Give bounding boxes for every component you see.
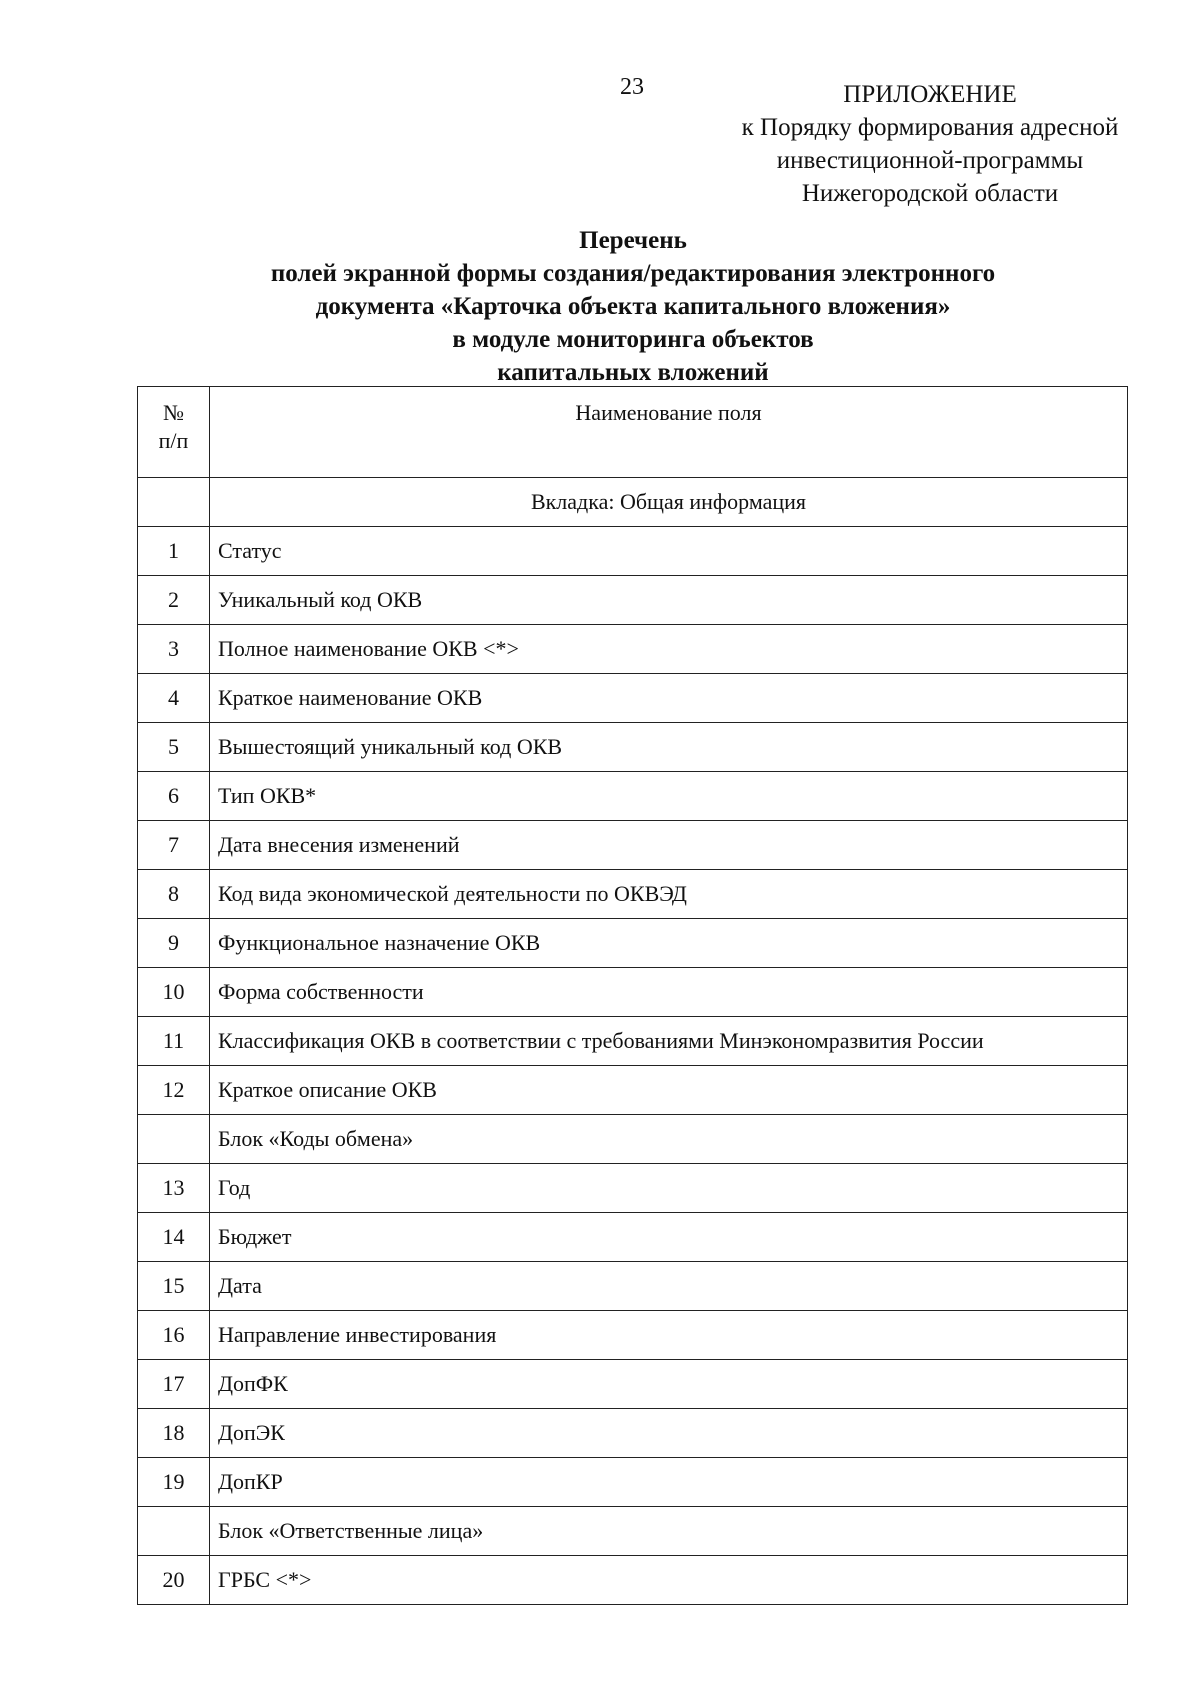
appendix-block	[680, 78, 1180, 210]
row-number: 2	[138, 576, 210, 625]
table-row	[138, 723, 1128, 772]
row-number	[138, 1507, 210, 1556]
row-number: 8	[138, 870, 210, 919]
row-number: 11	[138, 1017, 210, 1066]
table-row	[138, 1262, 1128, 1311]
row-field-name: Год	[210, 1164, 1128, 1213]
table-row	[138, 1066, 1128, 1115]
page-number: 23	[620, 74, 644, 100]
table-row	[138, 674, 1128, 723]
row-field-name: Дата	[210, 1262, 1128, 1311]
block-section-row	[138, 1507, 1128, 1556]
row-field-name: Дата внесения изменений	[210, 821, 1128, 870]
table-row	[138, 919, 1128, 968]
row-number: 15	[138, 1262, 210, 1311]
table-row	[138, 870, 1128, 919]
table-row	[138, 1556, 1128, 1605]
row-number: 16	[138, 1311, 210, 1360]
row-number: 10	[138, 968, 210, 1017]
row-field-name: Блок «Коды обмена»	[210, 1115, 1128, 1164]
appendix-heading: ПРИЛОЖЕНИЕ	[843, 81, 1017, 108]
tab-section-row	[138, 478, 1128, 527]
header-number-abbr: п/п	[158, 428, 189, 453]
fields-table	[137, 386, 1128, 1605]
document-title	[138, 224, 1128, 389]
row-number: 19	[138, 1458, 210, 1507]
header-number	[138, 387, 210, 478]
row-number: 1	[138, 527, 210, 576]
row-field-name: Вкладка: Общая информация	[210, 478, 1128, 527]
table-header-row	[138, 387, 1128, 478]
table-row	[138, 1409, 1128, 1458]
table-row	[138, 1360, 1128, 1409]
table-row	[138, 1458, 1128, 1507]
table-row	[138, 1017, 1128, 1066]
row-number: 12	[138, 1066, 210, 1115]
row-number: 4	[138, 674, 210, 723]
appendix-line: инвестиционной-программы	[776, 147, 1084, 174]
table-row	[138, 625, 1128, 674]
row-number: 5	[138, 723, 210, 772]
block-section-row	[138, 1115, 1128, 1164]
row-field-name: Полное наименование ОКВ <*>	[210, 625, 1128, 674]
table-body	[138, 478, 1128, 1605]
row-field-name: ДопКР	[210, 1458, 1128, 1507]
row-field-name: Классификация ОКВ в соответствии с требованиями Минэкономразвития России	[210, 1017, 1128, 1066]
row-field-name: Уникальный код ОКВ	[210, 576, 1128, 625]
appendix-line: к Порядку формирования адресной	[741, 114, 1119, 141]
row-field-name: Краткое наименование ОКВ	[210, 674, 1128, 723]
row-number: 20	[138, 1556, 210, 1605]
row-number: 9	[138, 919, 210, 968]
row-number: 13	[138, 1164, 210, 1213]
table-row	[138, 772, 1128, 821]
title-line: в модуле мониторинга объектов	[452, 326, 814, 353]
row-number: 7	[138, 821, 210, 870]
table-row	[138, 527, 1128, 576]
row-number: 17	[138, 1360, 210, 1409]
row-number: 3	[138, 625, 210, 674]
row-field-name: ДопЭК	[210, 1409, 1128, 1458]
table-row	[138, 1213, 1128, 1262]
row-field-name: Тип ОКВ*	[210, 772, 1128, 821]
row-field-name: Функциональное назначение ОКВ	[210, 919, 1128, 968]
row-field-name: Блок «Ответственные лица»	[210, 1507, 1128, 1556]
table-row	[138, 1311, 1128, 1360]
row-number: 18	[138, 1409, 210, 1458]
row-number: 14	[138, 1213, 210, 1262]
row-field-name: Направление инвестирования	[210, 1311, 1128, 1360]
title-line: Перечень	[579, 227, 687, 254]
table-row	[138, 1164, 1128, 1213]
row-field-name: ГРБС <*>	[210, 1556, 1128, 1605]
appendix-line: Нижегородской области	[801, 180, 1059, 207]
title-line: документа «Карточка объекта капитального вложения»	[315, 293, 951, 320]
row-field-name: Бюджет	[210, 1213, 1128, 1262]
title-line: полей экранной формы создания/редактирования электронного	[270, 260, 996, 287]
row-number	[138, 478, 210, 527]
row-field-name: Краткое описание ОКВ	[210, 1066, 1128, 1115]
table-row	[138, 821, 1128, 870]
row-field-name: ДопФК	[210, 1360, 1128, 1409]
table-row	[138, 968, 1128, 1017]
header-field-name: Наименование поля	[210, 387, 1128, 478]
row-field-name: Код вида экономической деятельности по ОКВЭД	[210, 870, 1128, 919]
row-number: 6	[138, 772, 210, 821]
table-row	[138, 576, 1128, 625]
row-number	[138, 1115, 210, 1164]
row-field-name: Вышестоящий уникальный код ОКВ	[210, 723, 1128, 772]
title-line: капитальных вложений	[497, 359, 769, 386]
row-field-name: Форма собственности	[210, 968, 1128, 1017]
row-field-name: Статус	[210, 527, 1128, 576]
header-number-symbol: №	[163, 400, 184, 425]
